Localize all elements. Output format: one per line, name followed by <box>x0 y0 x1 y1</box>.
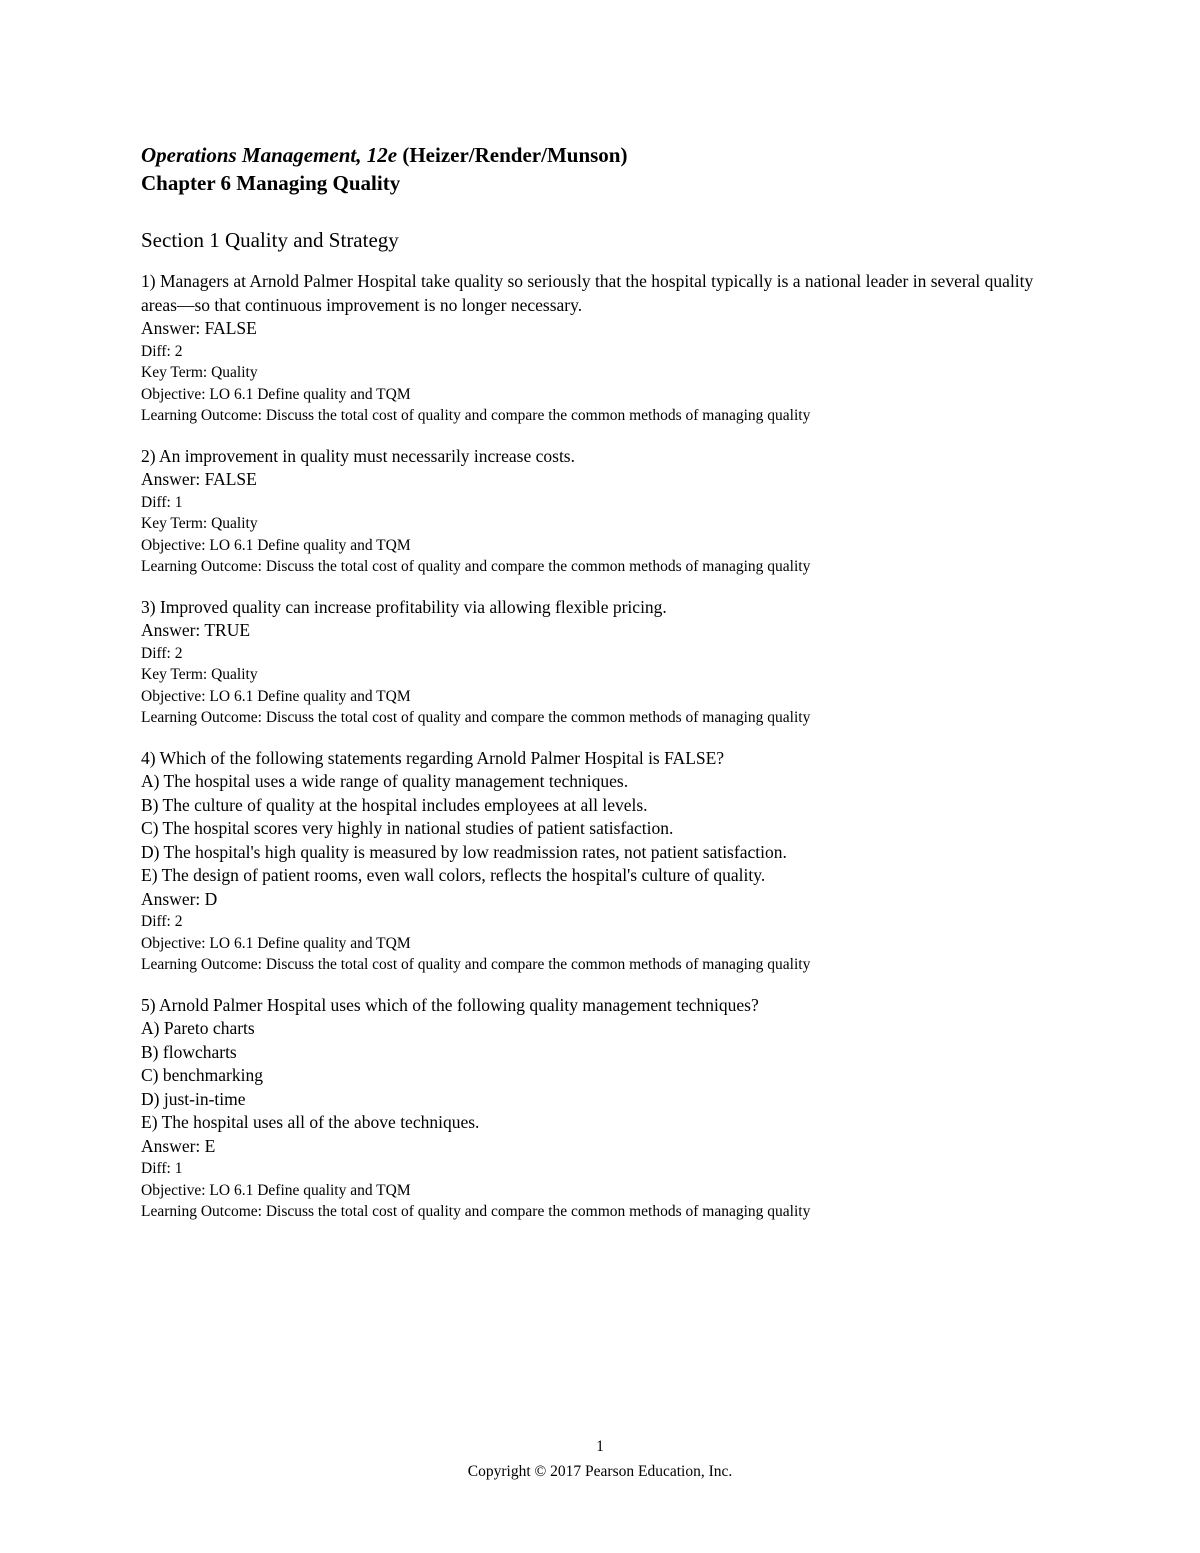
question-difficulty: Diff: 1 <box>141 493 183 511</box>
question-3 <box>141 596 1061 729</box>
question-stem: 1) Managers at Arnold Palmer Hospital take quality so seriously that the hospital typically is a national leader in several quality areas—so that continuous improvement is no longer necessary. <box>141 271 1034 315</box>
question-learning-outcome: Learning Outcome: Discuss the total cost of quality and compare the common methods of managing quality <box>141 558 811 575</box>
question-objective: Objective: LO 6.1 Define quality and TQM <box>141 1181 411 1199</box>
question-key-term: Key Term: Quality <box>141 364 258 381</box>
question-difficulty: Diff: 2 <box>141 342 183 360</box>
question-answer: Answer: FALSE <box>141 318 257 338</box>
question-1 <box>141 270 1061 427</box>
question-objective: Objective: LO 6.1 Define quality and TQM <box>141 687 411 705</box>
page-content <box>141 141 1061 1241</box>
question-difficulty: Diff: 2 <box>141 644 183 662</box>
question-key-term: Key Term: Quality <box>141 666 258 683</box>
answer-option: A) The hospital uses a wide range of quality management techniques. <box>141 771 629 791</box>
question-key-term: Key Term: Quality <box>141 515 258 532</box>
page-number: 1 <box>596 1438 604 1455</box>
copyright-notice: Copyright © 2017 Pearson Education, Inc. <box>467 1463 733 1480</box>
question-answer: Answer: D <box>141 888 218 909</box>
question-objective: Objective: LO 6.1 Define quality and TQM <box>141 934 411 952</box>
question-5 <box>141 994 1061 1223</box>
question-objective: Objective: LO 6.1 Define quality and TQM <box>141 536 411 554</box>
answer-option: D) just-in-time <box>141 1088 246 1109</box>
answer-option: E) The design of patient rooms, even wall colors, reflects the hospital's culture of quality. <box>141 865 766 885</box>
document-title <box>141 141 1061 169</box>
answer-option: D) The hospital's high quality is measured by low readmission rates, not patient satisfaction. <box>141 841 787 862</box>
answer-option: C) benchmarking <box>141 1065 263 1085</box>
question-difficulty: Diff: 1 <box>141 1160 183 1177</box>
question-list <box>141 270 1061 1223</box>
answer-option: E) The hospital uses all of the above techniques. <box>141 1112 480 1132</box>
question-difficulty: Diff: 2 <box>141 913 183 930</box>
answer-option: A) Pareto charts <box>141 1018 255 1038</box>
question-learning-outcome: Learning Outcome: Discuss the total cost of quality and compare the common methods of managing quality <box>141 956 811 973</box>
book-authors: (Heizer/Render/Munson) <box>397 143 628 167</box>
question-objective: Objective: LO 6.1 Define quality and TQM <box>141 385 411 403</box>
section-heading: Section 1 Quality and Strategy <box>141 228 399 252</box>
question-learning-outcome: Learning Outcome: Discuss the total cost of quality and compare the common methods of managing quality <box>141 1203 811 1220</box>
question-2 <box>141 445 1061 578</box>
answer-option: C) The hospital scores very highly in national studies of patient satisfaction. <box>141 818 674 838</box>
question-answer: Answer: E <box>141 1135 216 1156</box>
answer-option: B) The culture of quality at the hospital includes employees at all levels. <box>141 794 648 815</box>
chapter-title: Chapter 6 Managing Quality <box>141 171 401 195</box>
question-4 <box>141 747 1061 976</box>
question-stem: 4) Which of the following statements regarding Arnold Palmer Hospital is FALSE? <box>141 747 725 768</box>
question-learning-outcome: Learning Outcome: Discuss the total cost of quality and compare the common methods of managing quality <box>141 407 811 424</box>
question-learning-outcome: Learning Outcome: Discuss the total cost of quality and compare the common methods of managing quality <box>141 709 811 726</box>
question-answer: Answer: FALSE <box>141 469 257 489</box>
question-stem: 3) Improved quality can increase profitability via allowing flexible pricing. <box>141 596 667 617</box>
answer-option: B) flowcharts <box>141 1041 237 1062</box>
book-title: Operations Management, 12e <box>141 143 398 167</box>
question-answer: Answer: TRUE <box>141 620 251 640</box>
question-stem: 2) An improvement in quality must necessarily increase costs. <box>141 445 575 466</box>
question-stem: 5) Arnold Palmer Hospital uses which of the following quality management techniques? <box>141 994 759 1015</box>
